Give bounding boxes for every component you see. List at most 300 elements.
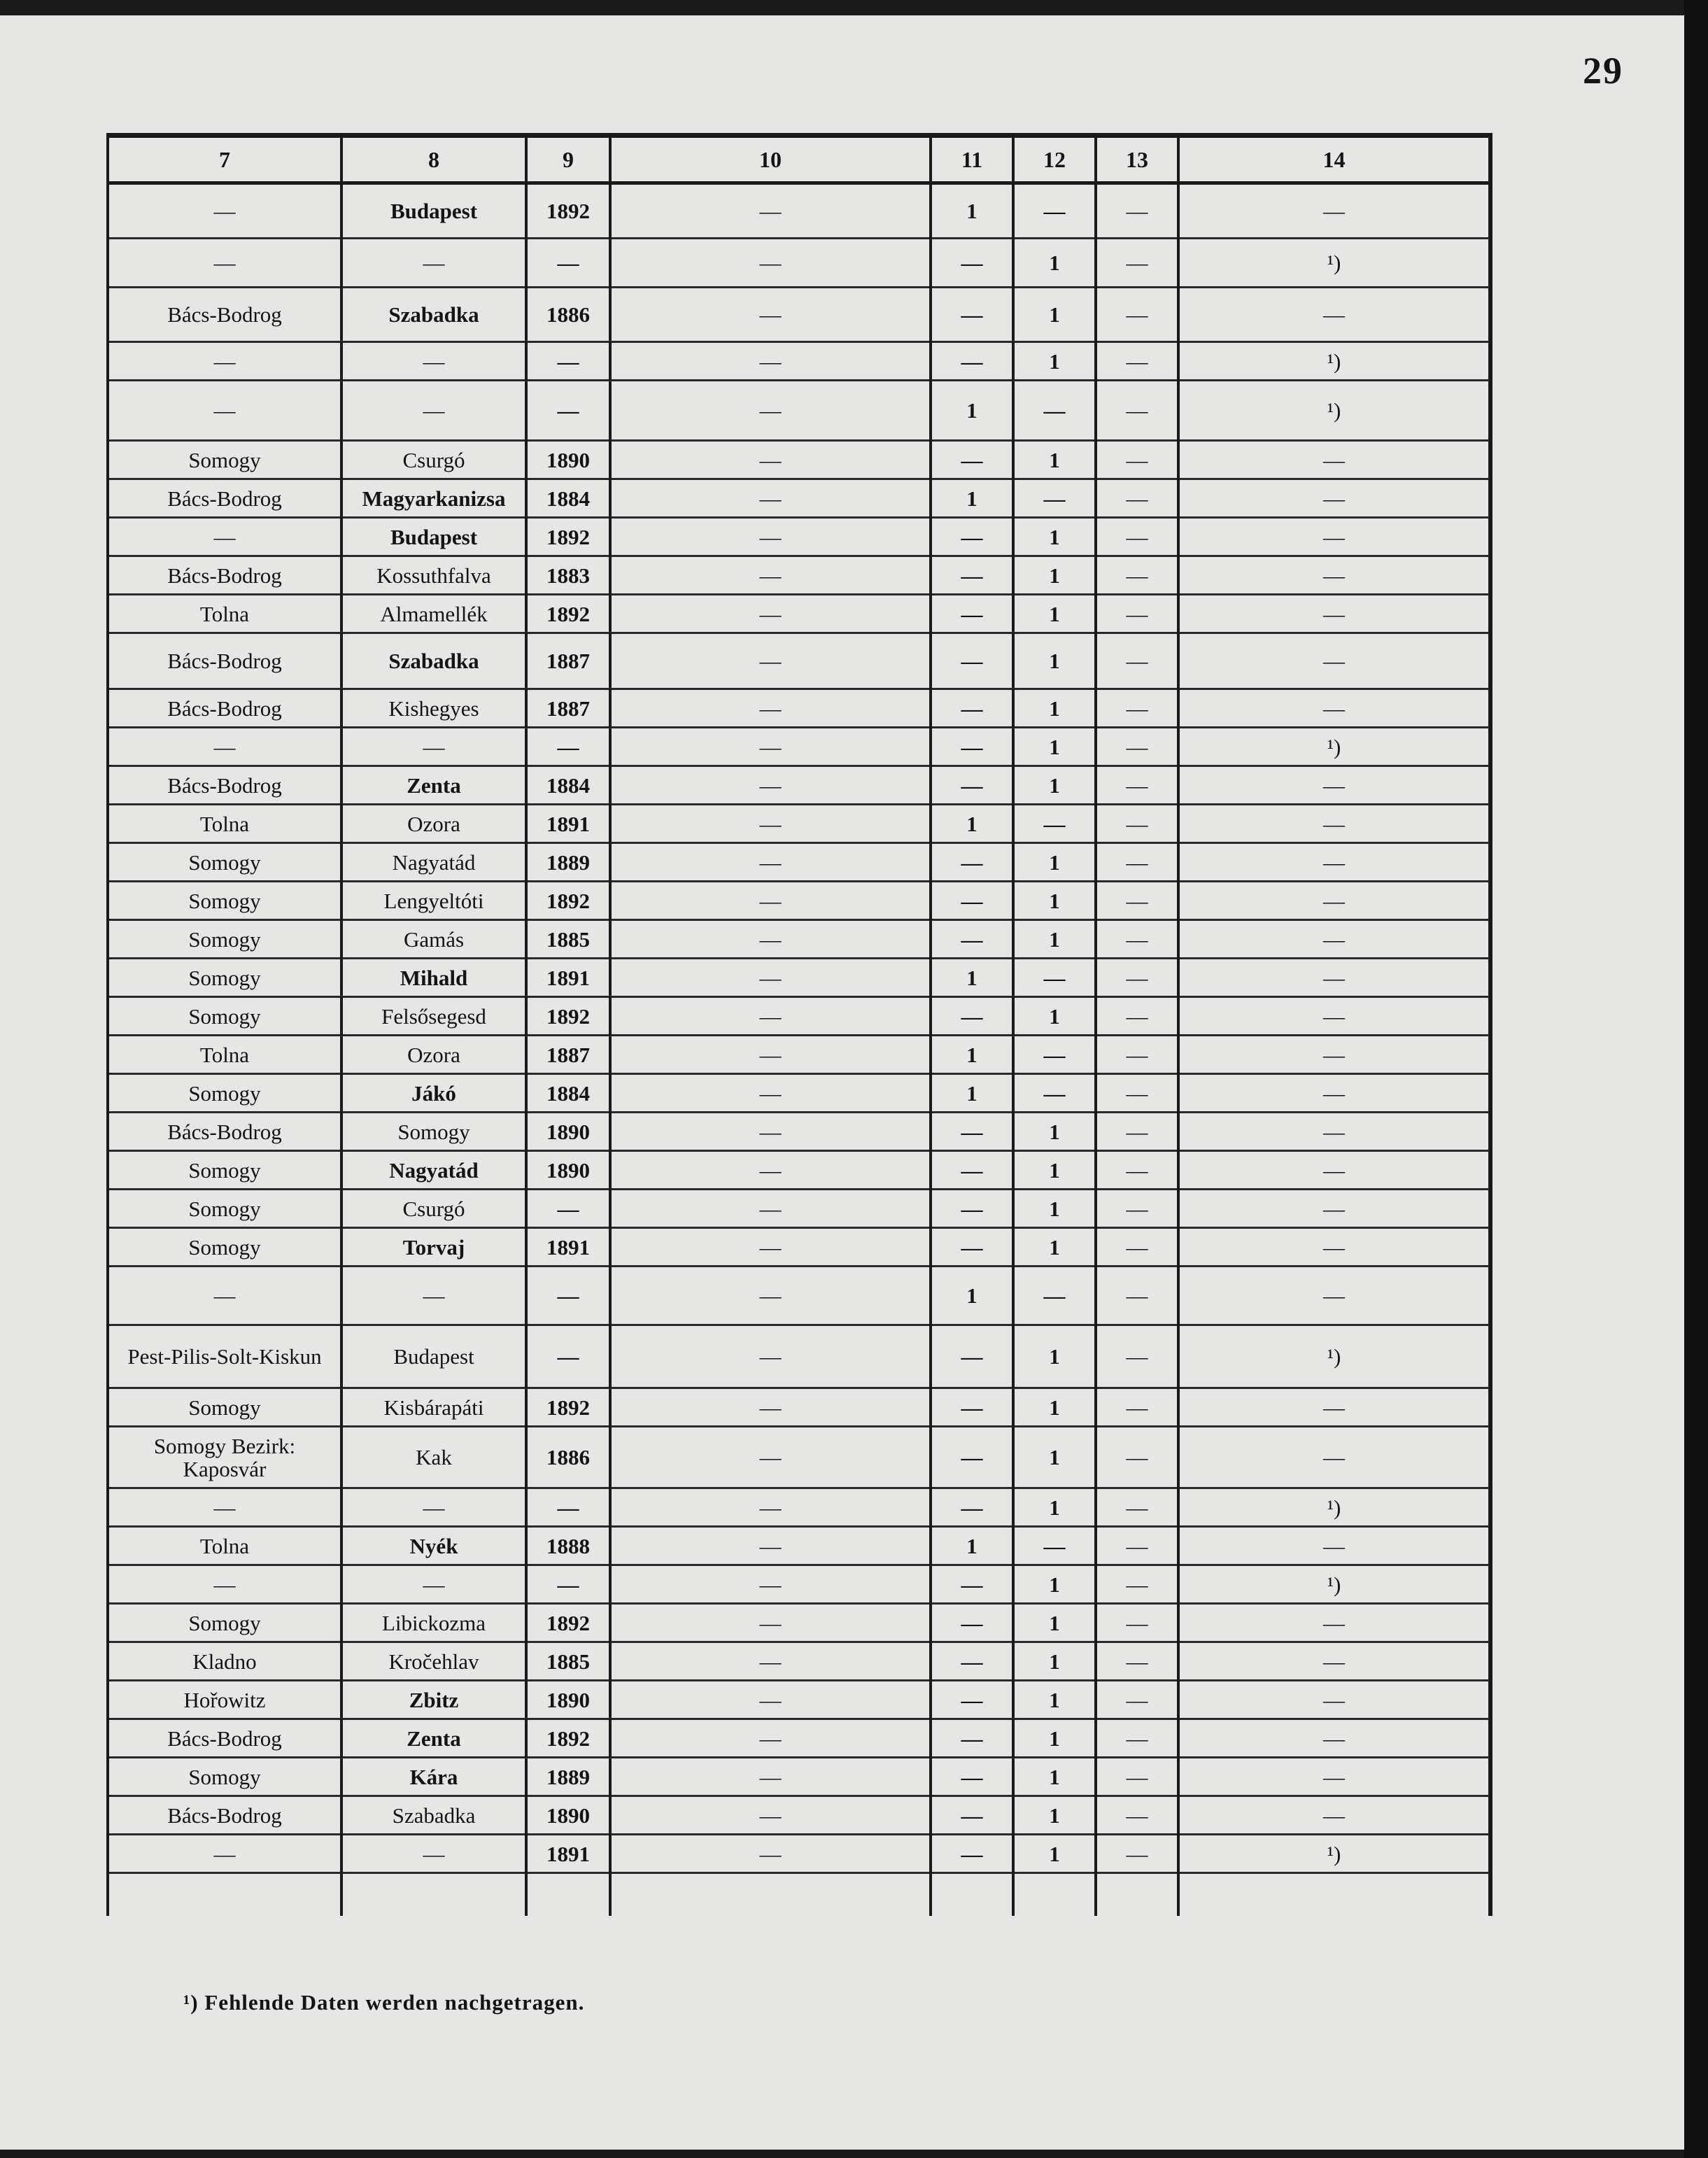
cell-col-11: — (931, 441, 1013, 479)
cell-col-10: — (610, 1427, 931, 1488)
cell-col-14: — (1178, 183, 1490, 239)
blank-cell (1096, 1873, 1178, 1917)
cell-col-13: — (1096, 997, 1178, 1036)
cell-col-14: — (1178, 1388, 1490, 1427)
cell-col-9: 1888 (526, 1527, 610, 1565)
cell-col-12: 1 (1013, 882, 1096, 920)
table-row (108, 288, 1490, 342)
cell-col-11: — (931, 1228, 1013, 1267)
cell-col-8: Zenta (341, 766, 526, 805)
cell-col-13: — (1096, 1604, 1178, 1642)
cell-col-14: — (1178, 1036, 1490, 1074)
column-header: 8 (341, 136, 526, 183)
cell-col-7: Bács-Bodrog (108, 288, 341, 342)
cell-col-12: 1 (1013, 1796, 1096, 1835)
cell-col-8: — (341, 1267, 526, 1325)
cell-col-13: — (1096, 1151, 1178, 1190)
table-row (108, 882, 1490, 920)
cell-col-12: 1 (1013, 1325, 1096, 1388)
cell-col-14: — (1178, 1604, 1490, 1642)
table-row (108, 1604, 1490, 1642)
cell-col-11: — (931, 882, 1013, 920)
cell-col-13: — (1096, 1835, 1178, 1873)
cell-col-11: — (931, 1758, 1013, 1796)
scan-edge (1684, 0, 1708, 2158)
table-row (108, 997, 1490, 1036)
cell-col-8: — (341, 1835, 526, 1873)
cell-col-8: Libickozma (341, 1604, 526, 1642)
cell-col-12: — (1013, 1036, 1096, 1074)
cell-col-12: 1 (1013, 920, 1096, 959)
table-row (108, 183, 1490, 239)
cell-col-9: 1891 (526, 1835, 610, 1873)
cell-col-12: — (1013, 959, 1096, 997)
table-body (108, 183, 1490, 1917)
cell-col-9: 1884 (526, 1074, 610, 1113)
table-row (108, 920, 1490, 959)
cell-col-10: — (610, 595, 931, 633)
blank-cell (1013, 1873, 1096, 1917)
cell-col-7: Hořowitz (108, 1681, 341, 1719)
cell-col-8: Kisbárapáti (341, 1388, 526, 1427)
cell-col-10: — (610, 766, 931, 805)
cell-col-9: — (526, 381, 610, 441)
cell-col-14: — (1178, 595, 1490, 633)
cell-col-7: Bács-Bodrog (108, 479, 341, 518)
cell-col-8: Mihald (341, 959, 526, 997)
blank-cell (1178, 1873, 1490, 1917)
cell-col-8: Magyarkanizsa (341, 479, 526, 518)
cell-col-7: Bács-Bodrog (108, 633, 341, 689)
cell-col-7: — (108, 381, 341, 441)
table-row (108, 766, 1490, 805)
cell-col-7: Bács-Bodrog (108, 689, 341, 728)
cell-col-13: — (1096, 1565, 1178, 1604)
cell-col-8: Budapest (341, 518, 526, 556)
table-row (108, 805, 1490, 843)
cell-col-10: — (610, 1488, 931, 1527)
cell-col-14: — (1178, 997, 1490, 1036)
cell-col-9: 1890 (526, 1151, 610, 1190)
cell-col-14: — (1178, 959, 1490, 997)
column-header: 11 (931, 136, 1013, 183)
cell-col-11: — (931, 1488, 1013, 1527)
cell-col-12: 1 (1013, 1228, 1096, 1267)
cell-col-11: — (931, 1325, 1013, 1388)
cell-col-9: 1884 (526, 766, 610, 805)
cell-col-9: 1892 (526, 1719, 610, 1758)
cell-col-9: — (526, 1267, 610, 1325)
cell-col-7: Bács-Bodrog (108, 1796, 341, 1835)
cell-col-9: — (526, 1488, 610, 1527)
cell-col-13: — (1096, 1758, 1178, 1796)
cell-col-14: — (1178, 882, 1490, 920)
cell-col-12: 1 (1013, 1488, 1096, 1527)
cell-col-7: — (108, 1565, 341, 1604)
cell-col-14: — (1178, 1427, 1490, 1488)
cell-col-10: — (610, 997, 931, 1036)
cell-col-8: — (341, 1488, 526, 1527)
cell-col-10: — (610, 1527, 931, 1565)
cell-col-8: Kishegyes (341, 689, 526, 728)
cell-col-13: — (1096, 1642, 1178, 1681)
cell-col-13: — (1096, 479, 1178, 518)
cell-col-12: 1 (1013, 288, 1096, 342)
cell-col-14: — (1178, 920, 1490, 959)
cell-col-7: Bács-Bodrog (108, 556, 341, 595)
cell-col-8: Somogy (341, 1113, 526, 1151)
cell-col-12: 1 (1013, 1681, 1096, 1719)
cell-col-13: — (1096, 556, 1178, 595)
table-row (108, 1036, 1490, 1074)
cell-col-8: Szabadka (341, 288, 526, 342)
cell-col-10: — (610, 239, 931, 288)
cell-col-7: Somogy (108, 882, 341, 920)
cell-col-7: Bács-Bodrog (108, 1113, 341, 1151)
cell-col-9: 1892 (526, 882, 610, 920)
cell-col-9: 1883 (526, 556, 610, 595)
cell-col-13: — (1096, 766, 1178, 805)
cell-col-13: — (1096, 1036, 1178, 1074)
cell-col-11: — (931, 1151, 1013, 1190)
cell-col-14: — (1178, 843, 1490, 882)
cell-col-9: 1891 (526, 959, 610, 997)
cell-col-11: — (931, 728, 1013, 766)
table-row (108, 1681, 1490, 1719)
cell-col-14: — (1178, 1267, 1490, 1325)
table-row (108, 1427, 1490, 1488)
table-row (108, 1388, 1490, 1427)
table-row (108, 1074, 1490, 1113)
cell-col-11: — (931, 1388, 1013, 1427)
cell-col-14: — (1178, 1796, 1490, 1835)
table-row (108, 595, 1490, 633)
cell-col-10: — (610, 1719, 931, 1758)
cell-col-10: — (610, 381, 931, 441)
cell-col-8: — (341, 728, 526, 766)
cell-col-7: Kladno (108, 1642, 341, 1681)
cell-col-13: — (1096, 1681, 1178, 1719)
table-row (108, 556, 1490, 595)
cell-col-11: 1 (931, 959, 1013, 997)
cell-col-7: — (108, 728, 341, 766)
cell-col-10: — (610, 1565, 931, 1604)
table-row (108, 1113, 1490, 1151)
cell-col-10: — (610, 1681, 931, 1719)
cell-col-14: — (1178, 633, 1490, 689)
cell-col-12: 1 (1013, 1758, 1096, 1796)
cell-col-11: — (931, 689, 1013, 728)
column-header: 7 (108, 136, 341, 183)
cell-col-8: Felsősegesd (341, 997, 526, 1036)
cell-col-12: 1 (1013, 1113, 1096, 1151)
cell-col-7: Tolna (108, 805, 341, 843)
table-row (108, 381, 1490, 441)
cell-col-13: — (1096, 1228, 1178, 1267)
cell-col-8: Szabadka (341, 1796, 526, 1835)
cell-col-10: — (610, 1036, 931, 1074)
cell-col-8: Jákó (341, 1074, 526, 1113)
cell-col-8: Budapest (341, 183, 526, 239)
cell-col-12: 1 (1013, 595, 1096, 633)
cell-col-13: — (1096, 1427, 1178, 1488)
cell-col-10: — (610, 1325, 931, 1388)
cell-col-11: 1 (931, 805, 1013, 843)
cell-col-13: — (1096, 1267, 1178, 1325)
cell-col-10: — (610, 1113, 931, 1151)
cell-col-13: — (1096, 1325, 1178, 1388)
cell-col-11: — (931, 595, 1013, 633)
cell-col-10: — (610, 518, 931, 556)
cell-col-7: Somogy (108, 1388, 341, 1427)
cell-col-7: — (108, 239, 341, 288)
cell-col-10: — (610, 1604, 931, 1642)
cell-col-14: — (1178, 1190, 1490, 1228)
cell-col-12: 1 (1013, 1642, 1096, 1681)
cell-col-10: — (610, 1190, 931, 1228)
blank-cell (526, 1873, 610, 1917)
cell-col-14: ¹) (1178, 1488, 1490, 1527)
cell-col-12: 1 (1013, 342, 1096, 381)
cell-col-12: — (1013, 183, 1096, 239)
cell-col-9: 1891 (526, 1228, 610, 1267)
cell-col-9: 1890 (526, 441, 610, 479)
cell-col-12: 1 (1013, 843, 1096, 882)
cell-col-11: — (931, 1719, 1013, 1758)
cell-col-11: — (931, 1190, 1013, 1228)
cell-col-12: 1 (1013, 689, 1096, 728)
cell-col-13: — (1096, 595, 1178, 633)
cell-col-11: 1 (931, 1267, 1013, 1325)
column-header: 13 (1096, 136, 1178, 183)
cell-col-12: — (1013, 1527, 1096, 1565)
cell-col-8: Szabadka (341, 633, 526, 689)
cell-col-13: — (1096, 1488, 1178, 1527)
cell-col-7: — (108, 1488, 341, 1527)
cell-col-11: — (931, 1681, 1013, 1719)
cell-col-10: — (610, 633, 931, 689)
cell-col-10: — (610, 288, 931, 342)
cell-col-14: — (1178, 1113, 1490, 1151)
cell-col-7: Tolna (108, 1036, 341, 1074)
cell-col-8: — (341, 381, 526, 441)
cell-col-9: 1892 (526, 595, 610, 633)
column-header: 12 (1013, 136, 1096, 183)
cell-col-7: — (108, 518, 341, 556)
cell-col-12: — (1013, 381, 1096, 441)
cell-col-14: ¹) (1178, 1325, 1490, 1388)
cell-col-8: Nagyatád (341, 1151, 526, 1190)
cell-col-9: 1892 (526, 1388, 610, 1427)
cell-col-11: — (931, 1796, 1013, 1835)
cell-col-7: Somogy (108, 1151, 341, 1190)
table-row (108, 689, 1490, 728)
cell-col-14: — (1178, 1681, 1490, 1719)
blank-cell (341, 1873, 526, 1917)
cell-col-7: — (108, 183, 341, 239)
table-row (108, 441, 1490, 479)
cell-col-8: Zenta (341, 1719, 526, 1758)
cell-col-7: Bács-Bodrog (108, 1719, 341, 1758)
cell-col-9: 1892 (526, 183, 610, 239)
cell-col-8: Torvaj (341, 1228, 526, 1267)
cell-col-9: 1889 (526, 843, 610, 882)
table-row (108, 342, 1490, 381)
cell-col-10: — (610, 183, 931, 239)
table-row (108, 1267, 1490, 1325)
cell-col-10: — (610, 1388, 931, 1427)
cell-col-10: — (610, 805, 931, 843)
blank-cell (610, 1873, 931, 1917)
cell-col-14: — (1178, 518, 1490, 556)
cell-col-13: — (1096, 381, 1178, 441)
cell-col-13: — (1096, 441, 1178, 479)
register-table (106, 133, 1492, 1916)
cell-col-12: 1 (1013, 633, 1096, 689)
column-header: 10 (610, 136, 931, 183)
cell-col-13: — (1096, 728, 1178, 766)
cell-col-14: — (1178, 1719, 1490, 1758)
cell-col-10: — (610, 441, 931, 479)
cell-col-11: 1 (931, 479, 1013, 518)
cell-col-14: — (1178, 1527, 1490, 1565)
cell-col-8: — (341, 239, 526, 288)
cell-col-13: — (1096, 1719, 1178, 1758)
cell-col-7: — (108, 342, 341, 381)
cell-col-7: Somogy (108, 1758, 341, 1796)
cell-col-7: Somogy (108, 1604, 341, 1642)
cell-col-8: Csurgó (341, 1190, 526, 1228)
cell-col-10: — (610, 728, 931, 766)
cell-col-13: — (1096, 1527, 1178, 1565)
cell-col-12: 1 (1013, 1388, 1096, 1427)
cell-col-14: ¹) (1178, 239, 1490, 288)
cell-col-12: — (1013, 479, 1096, 518)
cell-col-10: — (610, 1796, 931, 1835)
cell-col-13: — (1096, 342, 1178, 381)
table-row (108, 1565, 1490, 1604)
cell-col-10: — (610, 342, 931, 381)
cell-col-11: — (931, 920, 1013, 959)
cell-col-7: Somogy (108, 959, 341, 997)
cell-col-9: 1886 (526, 1427, 610, 1488)
cell-col-9: 1892 (526, 518, 610, 556)
cell-col-13: — (1096, 882, 1178, 920)
cell-col-12: — (1013, 1074, 1096, 1113)
cell-col-11: — (931, 1835, 1013, 1873)
cell-col-14: ¹) (1178, 1835, 1490, 1873)
table-row (108, 1527, 1490, 1565)
cell-col-13: — (1096, 689, 1178, 728)
cell-col-14: ¹) (1178, 381, 1490, 441)
cell-col-7: Somogy (108, 920, 341, 959)
cell-col-9: 1884 (526, 479, 610, 518)
cell-col-8: Csurgó (341, 441, 526, 479)
table-row (108, 239, 1490, 288)
cell-col-11: — (931, 1642, 1013, 1681)
cell-col-11: — (931, 766, 1013, 805)
cell-col-10: — (610, 1228, 931, 1267)
cell-col-10: — (610, 556, 931, 595)
cell-col-10: — (610, 1074, 931, 1113)
document-page (0, 15, 1700, 2150)
cell-col-10: — (610, 1642, 931, 1681)
cell-col-12: 1 (1013, 1427, 1096, 1488)
cell-col-14: — (1178, 1642, 1490, 1681)
table-row (108, 1642, 1490, 1681)
cell-col-9: — (526, 342, 610, 381)
cell-col-8: Almamellék (341, 595, 526, 633)
blank-cell (931, 1873, 1013, 1917)
cell-col-7: Tolna (108, 1527, 341, 1565)
cell-col-12: 1 (1013, 1151, 1096, 1190)
cell-col-7: Somogy (108, 1228, 341, 1267)
cell-col-9: 1886 (526, 288, 610, 342)
cell-col-13: — (1096, 633, 1178, 689)
cell-col-10: — (610, 1835, 931, 1873)
cell-col-10: — (610, 479, 931, 518)
cell-col-8: Kára (341, 1758, 526, 1796)
cell-col-9: 1890 (526, 1113, 610, 1151)
cell-col-7: — (108, 1835, 341, 1873)
cell-col-14: — (1178, 556, 1490, 595)
cell-col-10: — (610, 920, 931, 959)
page-number: 29 (1583, 50, 1623, 92)
column-header: 14 (1178, 136, 1490, 183)
cell-col-12: 1 (1013, 766, 1096, 805)
cell-col-9: 1892 (526, 997, 610, 1036)
table-row (108, 1835, 1490, 1873)
cell-col-7: Somogy (108, 997, 341, 1036)
cell-col-9: 1885 (526, 920, 610, 959)
cell-col-14: — (1178, 1228, 1490, 1267)
cell-col-9: 1891 (526, 805, 610, 843)
table-row (108, 959, 1490, 997)
cell-col-13: — (1096, 1796, 1178, 1835)
table-row (108, 728, 1490, 766)
cell-col-11: 1 (931, 1527, 1013, 1565)
cell-col-8: Gamás (341, 920, 526, 959)
cell-col-8: Kak (341, 1427, 526, 1488)
cell-col-14: — (1178, 1758, 1490, 1796)
cell-col-13: — (1096, 518, 1178, 556)
footnote: ¹) Fehlende Daten werden nachgetragen. (183, 1990, 585, 2015)
cell-col-11: — (931, 843, 1013, 882)
cell-col-11: — (931, 239, 1013, 288)
cell-col-13: — (1096, 805, 1178, 843)
cell-col-11: 1 (931, 1074, 1013, 1113)
cell-col-9: 1892 (526, 1604, 610, 1642)
cell-col-13: — (1096, 959, 1178, 997)
cell-col-14: — (1178, 1074, 1490, 1113)
cell-col-7: — (108, 1267, 341, 1325)
cell-col-8: Kročehlav (341, 1642, 526, 1681)
cell-col-11: 1 (931, 183, 1013, 239)
cell-col-8: — (341, 1565, 526, 1604)
cell-col-14: — (1178, 805, 1490, 843)
blank-cell (108, 1873, 341, 1917)
cell-col-12: 1 (1013, 1604, 1096, 1642)
table-row (108, 479, 1490, 518)
cell-col-12: 1 (1013, 1835, 1096, 1873)
cell-col-13: — (1096, 1388, 1178, 1427)
cell-col-12: 1 (1013, 1719, 1096, 1758)
cell-col-14: ¹) (1178, 1565, 1490, 1604)
cell-col-13: — (1096, 1113, 1178, 1151)
column-number-header (108, 136, 1490, 183)
table-row (108, 1151, 1490, 1190)
cell-col-14: — (1178, 479, 1490, 518)
